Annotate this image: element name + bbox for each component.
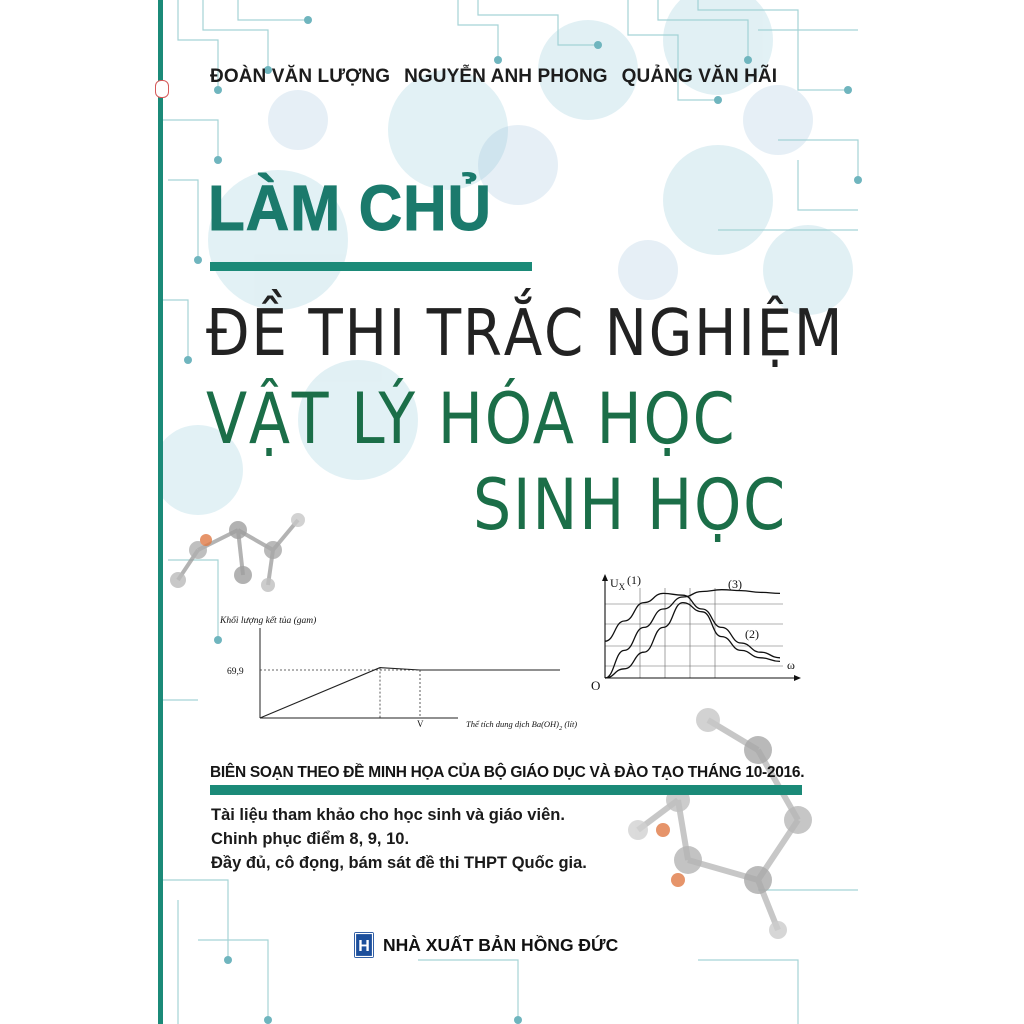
publisher [354, 932, 618, 958]
publisher-logo [354, 932, 374, 958]
precipitate-chart [200, 606, 580, 746]
title-underline [210, 262, 532, 271]
resonance-series-label: (1) [627, 573, 641, 587]
precipitate-chart-ylabel: Khối lượng kết tủa (gam) [220, 616, 317, 626]
resonance-series-label: (3) [728, 577, 742, 591]
spine-stripe [158, 0, 163, 1024]
title-line-2: VẬT LÝ HÓA HỌC [206, 378, 737, 460]
feature-item: Chinh phục điểm 8, 9, 10. [211, 830, 410, 848]
title-lam-chu: LÀM CHỦ [208, 172, 492, 244]
publisher-name: NHÀ XUẤT BẢN HỒNG ĐỨC [383, 934, 619, 955]
author-2: NGUYỄN ANH PHONG [404, 66, 608, 87]
tagline: BIÊN SOẠN THEO ĐỀ MINH HỌA CỦA BỘ GIÁO DỤC VÀ ĐÀO TẠO THÁNG 10-2016. [210, 764, 805, 781]
resonance-chart-ylabel: $U_X$ [610, 576, 626, 592]
authors [210, 66, 810, 88]
precipitate-chart-ytick: 69,9 [227, 667, 244, 677]
resonance-chart [585, 568, 810, 696]
publisher-logo-letter: H [358, 938, 370, 955]
resonance-chart-origin: O [591, 678, 601, 693]
tagline-bar [210, 785, 802, 795]
feature-list [211, 803, 587, 875]
title-line-3: SINH HỌC [473, 464, 787, 546]
book-cover [158, 0, 866, 1024]
spine-marker [155, 80, 169, 98]
resonance-series-label: (2) [745, 627, 759, 641]
precipitate-chart-line [260, 668, 560, 718]
feature-item: Đầy đủ, cô đọng, bám sát đề thi THPT Quốc gia. [211, 854, 587, 872]
author-1: ĐOÀN VĂN LƯỢNG [210, 66, 391, 87]
precipitate-chart-xtick: V [417, 719, 424, 729]
resonance-chart-xlabel: ω [787, 658, 795, 672]
author-3: QUẢNG VĂN HÃI [621, 66, 778, 87]
resonance-chart-x-arrow [794, 675, 801, 681]
title-line-1: ĐỀ THI TRẮC NGHIỆM [206, 297, 845, 371]
resonance-series-line [605, 593, 780, 657]
resonance-chart-y-arrow [602, 574, 608, 581]
precipitate-chart-xlabel: Thể tích dung dịch $Ba(OH)_2$ (lít) [466, 719, 578, 732]
feature-item: Tài liệu tham khảo cho học sinh và giáo viên. [211, 806, 565, 824]
